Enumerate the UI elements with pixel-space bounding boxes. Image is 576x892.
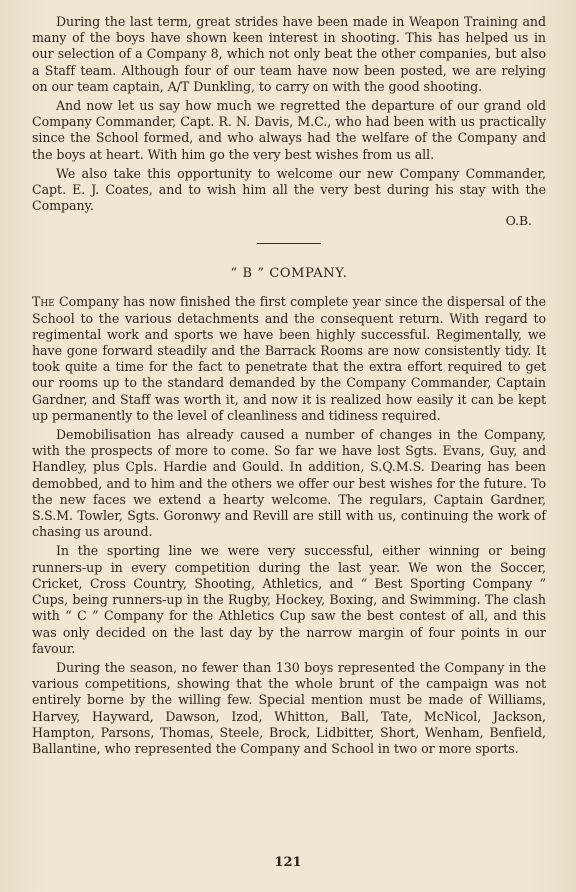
section-divider: [257, 243, 321, 244]
page-number: 121: [274, 855, 302, 870]
signature: O.B.: [505, 213, 532, 229]
paragraph: And now let us say how much we regretted the departure of our grand old Company Commander, Capt. R. N. Davis, M.C., who had been with us practically since the School formed, and who always had the welfare of the Company and the boys at heart. With him go the very best wishes from us all.: [32, 98, 546, 162]
lead-word: The: [32, 294, 55, 310]
paragraph: Demobilisation has already caused a number of changes in the Company, with the prospects of more to come. So far we have lost Sgts. Evans, Guy, and Handley, plus Cpls. Hardie and Gould. In addition, S.Q.M.S. Dearing has been demobbed, and to him and the others we offer our best wishes for the future. To the new faces we extend a hearty welcome. The regulars, Captain Gardner, S.S.M. Towler, Sgts. Goronwy and Revill are still with us, continuing the work of chasing us around.: [32, 427, 546, 540]
paragraph-text: Company has now finished the first complete year since the dispersal of the School to the various detachments and the consequent return. With regard to regimental work and sports we have been highly successful. Regimentally, we have gone forward steadily and the Barrack Rooms are now consistently tidy. It took quite a time for the fact to penetrate that the extra effort required to get our rooms up to the standard demanded by the Company Commander, Captain Gardner, and Staff was worth it, and now it is realized how easily it can be kept up permanently to the level of cleanliness and tidiness required.: [32, 294, 546, 423]
paragraph: During the season, no fewer than 130 boys represented the Company in the various competitions, showing that the whole brunt of the campaign was not entirely borne by the willing few. Special mention must be made of Williams, Harvey, Hayward, Dawson, Izod, Whitton, Ball, Tate, McNicol, Jackson, Hampton, Parsons, Thomas, Steele, Brock, Lidbitter, Short, Wenham, Benfield, Ballantine, who represented the Company and School in two or more sports.: [32, 659, 546, 756]
paragraph: In the sporting line we were very successful, either winning or being runners-up in every competition during the last year. We won the Soccer, Cricket, Cross Country, Shooting, Athletics, and “ Best Sporting Company ” Cups, being runners-up in the Rugby, Hockey, Boxing, and Swimming. The clash with “ C ” Company for the Athletics Cup saw the best contest of all, and this was only decided on the last day by the narrow margin of four points in our favour.: [32, 543, 546, 656]
paragraph: During the last term, great strides have been made in Weapon Training and many of the boys have shown keen interest in shooting. This has helped us in our selection of a Company 8, which not only beat the other companies, but also a Staff team. Although four of our team have now been posted, we are relying on our team captain, A/T Dunkling, to carry on with the good shooting.: [32, 14, 546, 94]
paragraph: We also take this opportunity to welcome our new Company Commander, Capt. E. J. Coates, and to wish him all the very best during his stay with the Company.: [32, 165, 546, 214]
section-heading: “ B ” COMPANY.: [230, 266, 348, 282]
paragraph: [32, 294, 546, 424]
